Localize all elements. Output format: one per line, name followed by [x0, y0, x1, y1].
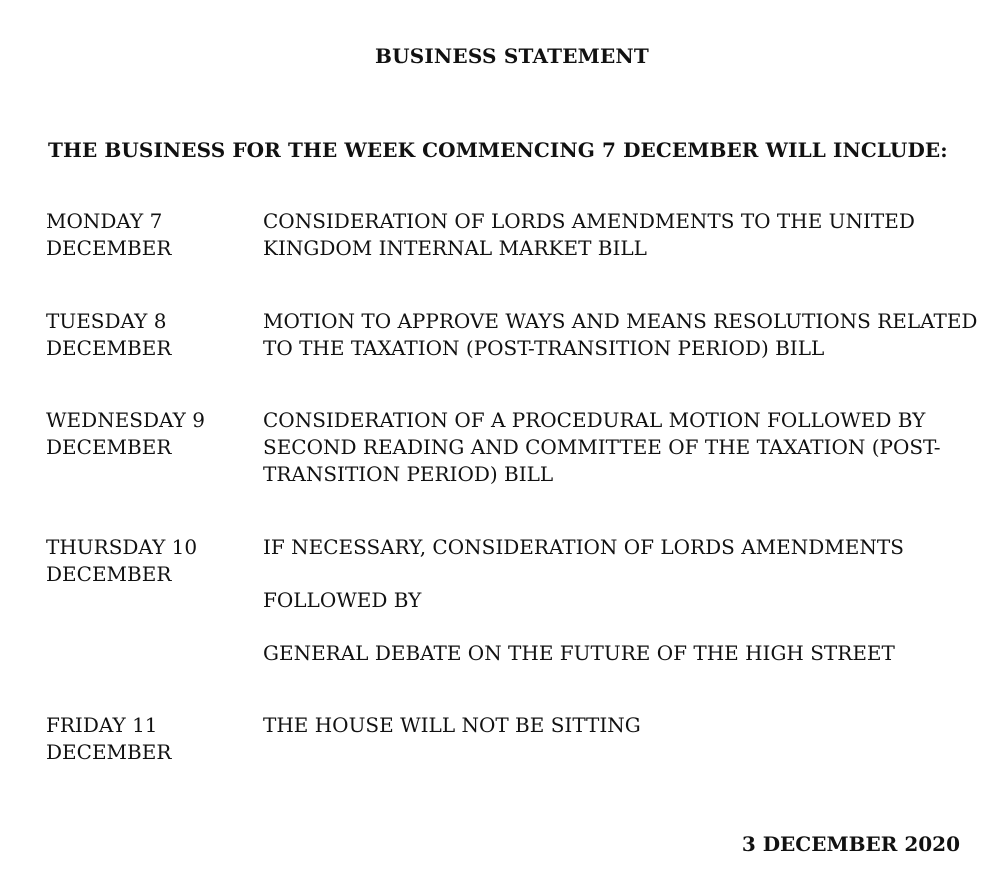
- statement-date: 3 DECEMBER 2020: [741, 832, 960, 856]
- day-name: MONDAY 7: [46, 209, 163, 233]
- day-name: THURSDAY 10: [46, 535, 198, 559]
- day-business: [263, 208, 983, 262]
- day-business: [263, 712, 983, 739]
- day-label: [46, 712, 246, 766]
- day-business: [263, 534, 983, 667]
- day-name: FRIDAY 11: [46, 713, 158, 737]
- business-item: IF NECESSARY, CONSIDERATION OF LORDS AMENDMENTS: [263, 535, 904, 559]
- day-business: [263, 407, 983, 488]
- day-label: [46, 308, 246, 362]
- day-name: WEDNESDAY 9: [46, 408, 205, 432]
- day-month: DECEMBER: [46, 336, 172, 360]
- business-item: CONSIDERATION OF LORDS AMENDMENTS TO THE UNITED KINGDOM INTERNAL MARKET BILL: [263, 209, 915, 260]
- day-month: DECEMBER: [46, 740, 172, 764]
- day-month: DECEMBER: [46, 236, 172, 260]
- business-item: GENERAL DEBATE ON THE FUTURE OF THE HIGH STREET: [263, 641, 895, 665]
- day-month: DECEMBER: [46, 562, 172, 586]
- document-title: BUSINESS STATEMENT: [374, 44, 649, 68]
- day-month: DECEMBER: [46, 435, 172, 459]
- intro-heading: THE BUSINESS FOR THE WEEK COMMENCING 7 DECEMBER WILL INCLUDE:: [48, 138, 948, 162]
- day-business: [263, 308, 983, 362]
- business-item: THE HOUSE WILL NOT BE SITTING: [263, 713, 641, 737]
- business-item: CONSIDERATION OF A PROCEDURAL MOTION FOLLOWED BY SECOND READING AND COMMITTEE OF THE TAXATION (POST-TRANSITION PERIOD) BILL: [263, 408, 941, 486]
- day-label: [46, 208, 246, 262]
- day-label: [46, 407, 246, 461]
- day-name: TUESDAY 8: [46, 309, 167, 333]
- business-item: MOTION TO APPROVE WAYS AND MEANS RESOLUTIONS RELATED TO THE TAXATION (POST-TRANSITION PERIOD) BILL: [263, 309, 978, 360]
- business-item: FOLLOWED BY: [263, 588, 422, 612]
- day-label: [46, 534, 246, 588]
